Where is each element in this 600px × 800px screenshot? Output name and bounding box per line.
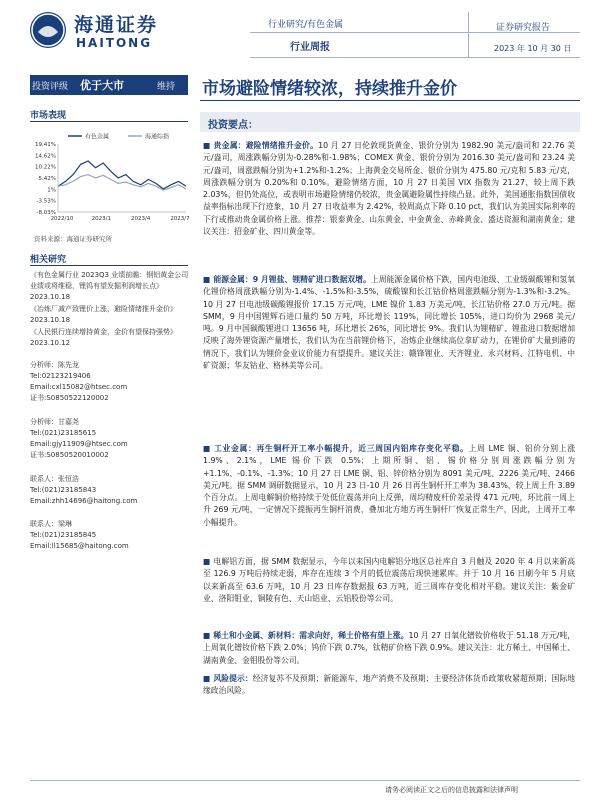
contact-block <box>30 474 137 507</box>
title-rule <box>200 100 580 101</box>
y-tick-label: -8.03% <box>36 210 56 216</box>
y-tick-label: -3.53% <box>36 198 56 205</box>
bullet-text: 上周 LME 铜、铝价分别上涨 1.9%、2.1%，LME 锡价下跌 0.5%；上期所铜、铝、锡价格分别周涨跌幅分别为+1.1%、-0.1%、-1.3%；10 月 27 日 LME 铜、铝、锌价格分别为 8091 美元/吨、2226 美元/吨、2466 美元/吨。据 SMM 调研数据显示，10 月 23 日-10 月 26 日再生铜杆开工率为 38.43%，较上周上升 3.89 个百分点。上周电解铜价格持续于处低位震荡并向上反弹，周均精废杆价差录得 471 元/吨，环比前一周上升 269 元/吨，一定情况下提振再生铜杆消费，叠加北方地方再生铜杆厂恢复正常生产，因此，上周开工率小幅提升。 <box>203 444 576 527</box>
legend-label: 有色金属 <box>85 133 110 141</box>
bullet-dot-icon: ■ <box>203 141 211 150</box>
chart-source: 资料来源：海通证券研究所 <box>34 235 112 243</box>
related-research-heading: 相关研究 <box>30 255 67 265</box>
y-tick-label: 19.41% <box>35 142 56 148</box>
bullet-lead: 工业金属：再生铜杆开工率小幅提升，近三周国内铝库存变化平稳。 <box>214 444 469 453</box>
x-tick-label: 2023/7 <box>170 216 190 222</box>
bullet-lead: 稀土和小金属、新材料：需求向好，稀土价格有望上涨。 <box>213 631 409 640</box>
bullet-text: 10 月 27 日氧化镨钕价格收于 51.18 万元/吨，上周氧化镨钕价格下跌 2.0%；钨价下跌 0.7%，钛精矿价格下跌 0.9%。建议关注：北方稀土、中国稀土、湖南黄金、金钼股份等公司。 <box>203 631 575 665</box>
related-item[interactable]: 《冶炼厂减产致锂价上涨，避险情绪推升金价》2023.10.18 <box>30 305 177 324</box>
legend-label: 海通综指 <box>145 133 170 141</box>
x-tick-label: 2022/10 <box>50 216 74 222</box>
contact-name: 联系人：张恒浩 <box>30 475 79 483</box>
bullet-risk <box>203 673 575 698</box>
bullet-text: 电解铝方面，据 SMM 数据显示，今年以来国内电解铝分地区总社库自 3 月触及 2020 年 4 月以来新高至 126.9 万吨后持续走弱，库存在连续 3 个月的低位震荡后现快速累库。并于 10 月 16 日刷今年 5 月底以来新高至 63.6 万吨，10 月 23 日库存数据报 63 万吨，近三周库存变化相对平稳。建议关注：紫金矿业、洛阳钼业、铜陵有色、天山铝业、云铝股份等公司。 <box>203 557 575 603</box>
chart-y-ticks <box>35 142 58 216</box>
y-tick-label: 10.22% <box>35 164 56 171</box>
chart-legend <box>68 133 169 141</box>
x-tick-label: 2023/1 <box>91 216 112 222</box>
chart-x-ticks <box>51 212 190 222</box>
market-heading-rule <box>30 121 188 122</box>
bullet-text: 上周能源金属价格下跌，国内电池级、工业级碳酸锂和氢氧化锂价格周涨跌幅分别为-1.4%、-1.5%和-3.5%，硫酸镍和长江钴价格周涨跌幅分别为-1.3%和-3.2%。10 月 27 日电池级碳酸锂报价 17.15 万元/吨，LME 镍价 1.83 万美元/吨，长江钴价格 27.0 万元/吨。据 SMM，9 月中国锂辉石进口量约 50 万吨，环比增长 119%，同比增长 105%，进口均价为 2968 美元/吨。9 月中国碳酸锂进口 13656 吨，环比增长 26%，同比增长 9%。我们认为锂精矿、锂盐进口数据增加反映了海外锂资源产量增长，我们认为在当前锂价格下，冶炼企业继续高位拿矿动力，在锂价矿大量到港的情况下，我们认为锂价金业议价能力有望提升。建议关注：赣锋锂业、天齐锂业、永兴材料、江特电机、中矿资源；华友钴业、格林美等公司。 <box>203 275 576 371</box>
analyst-block <box>30 360 127 404</box>
report-subcategory: 行业周报 <box>290 42 330 53</box>
rating-value: 优于大市 <box>80 79 124 92</box>
bullet-dot-icon: ■ <box>203 631 211 640</box>
analyst-tel: Tel:02123219406 <box>30 372 91 380</box>
haitong-logo <box>30 8 160 54</box>
report-title: 市场避险情绪较浓，持续推升金价 <box>202 79 457 99</box>
bullet-energy-metals <box>203 274 575 372</box>
x-tick-label: 2023/4 <box>130 216 151 222</box>
footer-rule <box>30 780 580 781</box>
related-heading-rule <box>30 265 188 266</box>
analyst-email[interactable]: Email:cxl15082@htsec.com <box>30 383 128 391</box>
market-performance-chart <box>28 128 190 228</box>
series-line-1 <box>58 161 186 189</box>
contact-tel: Tel:(021)23185843 <box>30 486 97 494</box>
y-tick-label: 1% <box>47 187 56 194</box>
footer-disclaimer: 请务必阅读正文之后的信息披露和法律声明 <box>385 786 518 794</box>
analyst-name: 分析师：陈先龙 <box>30 361 79 369</box>
bullet-text: 10 月 27 日伦敦现货黄金、银价分别为 1982.90 美元/盎司和 22.76 美元/盎司，周涨跌幅分别为-0.28%和-1.98%；COMEX 黄金、银价分别为 2016.30 美元/盎司和 23.24 美元/盎司，周涨跌幅分别为+1.2%和-1.2%；上海黄金交易所金、银价分别为 475.80 元/克和 5.83 元/克，周涨跌幅分别为 0.20%和 0.10%。避险情绪方面，10 月 27 日美国 VIX 指数为 21.27，较上周下跌 2.03%，但仍处高位，或表明市场避险情绪仍较浓，贵金属避险属性持续凸显。此外，美国通胀指数国债收益率指标出现下行迹象，10 月 27 日收益率为 2.42%，较周高点下降 0.10 pct，我们认为美国实际利率的下行或推动贵金属价格上涨。推荐：银泰黄金、山东黄金、中金黄金、赤峰黄金、盛达资源和湖南黄金；建议关注：招金矿业、四川黄金等。 <box>203 141 575 237</box>
bullet-lead: 能源金属：9 月锂盐、锂精矿进口数据双增。 <box>213 275 371 284</box>
analyst-cert: 证书:S0850522120002 <box>30 394 109 402</box>
related-item[interactable]: 《人民银行连续增持黄金，金价有望保持强势》2023.10.12 <box>30 328 177 347</box>
contact-tel: Tel:(021)23185845 <box>30 531 97 539</box>
bullet-dot-icon: ■ <box>203 674 211 683</box>
bullet-lead: 风险提示： <box>213 674 253 683</box>
rating-keep: 维持 <box>157 82 176 92</box>
bullet-dot-icon: ■ <box>203 557 211 566</box>
report-date: 2023 年 10 月 30 日 <box>494 44 572 53</box>
y-tick-label: 5.42% <box>38 176 56 182</box>
bullet-lead: 贵金属：避险情绪推升金价。 <box>213 141 319 150</box>
bullet-dot-icon: ■ <box>203 444 212 453</box>
key-points-heading: 投资要点： <box>208 120 258 131</box>
contact-email[interactable]: Email:ll15685@haitong.com <box>30 542 129 550</box>
bullet-aluminum <box>203 556 575 605</box>
contact-name: 联系人：梁琳 <box>30 520 72 528</box>
analyst-email[interactable]: Email:gjy11909@htsec.com <box>30 440 128 448</box>
analyst-block <box>30 417 128 461</box>
contact-block <box>30 519 129 552</box>
header-rule-bottom <box>250 57 580 58</box>
bullet-precious-metals <box>203 140 575 238</box>
bullet-industrial-metals <box>203 443 575 529</box>
analyst-cert: 证书:S0850520010002 <box>30 451 109 459</box>
bullet-text: 经济复苏不及预期；新能源车、地产消费不及预期；主要经济体货币政策收紧超预期；国际地缘政治风险。 <box>203 674 575 696</box>
market-performance-heading: 市场表现 <box>30 111 67 121</box>
report-category: 行业研究/有色金属 <box>268 20 344 30</box>
logo-chinese-text: 海通证券 <box>74 14 159 36</box>
header-divider <box>468 12 469 57</box>
logo-emblem-icon <box>30 12 66 48</box>
analyst-name: 分析师：甘嘉尧 <box>30 418 79 426</box>
related-item[interactable]: 《有色金属行业 2023Q3 业绩前瞻：钢铝黄金公司业绩或将维稳，锂钨有望发掘利润增长点》2023.10.18 <box>30 271 189 301</box>
y-tick-label: 14.62% <box>35 153 56 160</box>
logo-english-text: HAITONG <box>76 36 153 50</box>
bullet-rare-earth <box>203 630 575 667</box>
analyst-tel: Tel:(021)23185615 <box>30 429 97 437</box>
bullet-dot-icon: ■ <box>203 275 211 284</box>
report-type: 证券研究报告 <box>496 23 551 33</box>
chart-series-lines <box>58 161 186 190</box>
contact-email[interactable]: Email:zhh14696@haitong.com <box>30 497 138 505</box>
rating-label: 投资评级 <box>32 82 69 92</box>
